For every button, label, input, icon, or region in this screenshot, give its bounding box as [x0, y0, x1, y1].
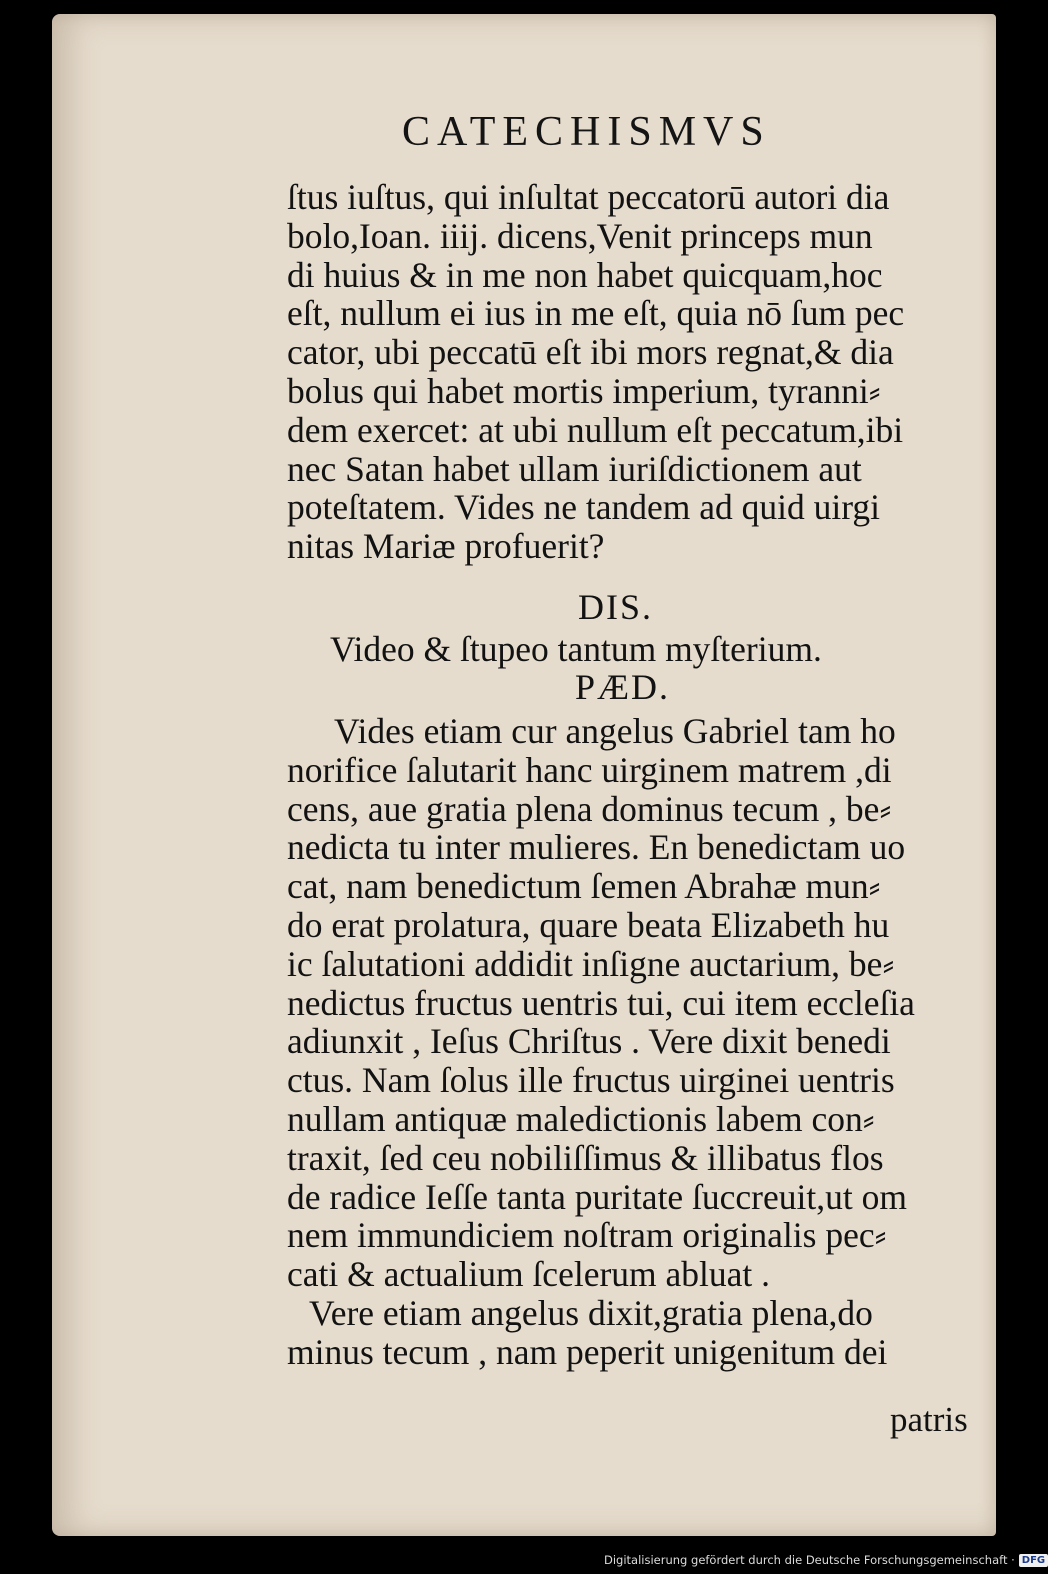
- text-line: Video & ſtupeo tantum myſterium.: [330, 629, 822, 669]
- text-line: nullam antiquæ maledictionis labem con⸗: [287, 1098, 875, 1139]
- text-line: cat, nam benedictum ſemen Abrahæ mun⸗: [287, 866, 881, 907]
- text-line: traxit, ſed ceu nobiliſſimus & illibatus flos: [287, 1137, 884, 1178]
- text-line: bolo,Ioan. iiij. dicens,Venit princeps mun: [287, 215, 873, 256]
- running-head: CATECHISMVS: [402, 109, 771, 155]
- text-line: ctus. Nam ſolus ille fructus uirginei uentris: [287, 1060, 895, 1101]
- digitization-footer: [604, 1551, 1048, 1569]
- text-line: bolus qui habet mortis imperium, tyranni⸗: [287, 370, 881, 411]
- text-line: nec Satan habet ullam iuriſdictionem aut: [287, 448, 862, 489]
- text-line: ic ſalutationi addidit inſigne auctarium, be⸗: [287, 943, 895, 984]
- text-line: nitas Mariæ profuerit?: [287, 526, 605, 567]
- text-line: cator, ubi peccatū eſt ibi mors regnat,& dia: [287, 332, 894, 373]
- footer-text: Digitalisierung gefördert durch die Deutsche Forschungsgemeinschaft ·: [604, 1553, 1015, 1567]
- text-line: minus tecum , nam peperit unigenitum dei: [287, 1331, 888, 1372]
- body-block-1: [287, 178, 987, 566]
- catchword: patris: [890, 1400, 968, 1439]
- text-line: Vere etiam angelus dixit,gratia plena,do: [309, 1292, 873, 1333]
- body-block-2: [287, 712, 987, 1372]
- reply-line: [330, 630, 1030, 669]
- text-line: di huius & in me non habet quicquam,hoc: [287, 254, 883, 295]
- text-line: de radice Ieſſe tanta puritate ſuccreuit,ut om: [287, 1176, 907, 1217]
- text-line: nedicta tu inter mulieres. En benedictam uo: [287, 827, 906, 868]
- speaker-label-paed: PÆD.: [575, 667, 671, 707]
- text-line: dem exercet: at ubi nullum eſt peccatum,ibi: [287, 409, 904, 450]
- text-line: nedictus fructus uentris tui, cui item eccleſia: [287, 982, 915, 1023]
- text-line: poteſtatem. Vides ne tandem ad quid uirgi: [287, 487, 881, 528]
- text-line: adiunxit , Ieſus Chriſtus . Vere dixit benedi: [287, 1021, 891, 1062]
- text-line: Vides etiam cur angelus Gabriel tam ho: [334, 711, 896, 751]
- speaker-label-dis: DIS.: [578, 587, 654, 627]
- text-line: ſtus iuſtus, qui inſultat peccatorū autori dia: [287, 177, 890, 217]
- text-line: cens, aue gratia plena dominus tecum , be⸗: [287, 788, 892, 829]
- text-line: cati & actualium ſcelerum abluat .: [287, 1254, 770, 1295]
- text-line: norifice ſalutarit hanc uirginem matrem ,di: [287, 749, 892, 790]
- dfg-logo-icon: DFG: [1019, 1554, 1048, 1567]
- text-line: nem immundiciem noſtram originalis pec⸗: [287, 1215, 887, 1256]
- text-line: do erat prolatura, quare beata Elizabeth hu: [287, 904, 890, 945]
- text-line: eſt, nullum ei ius in me eſt, quia nō ſum pec: [287, 293, 905, 334]
